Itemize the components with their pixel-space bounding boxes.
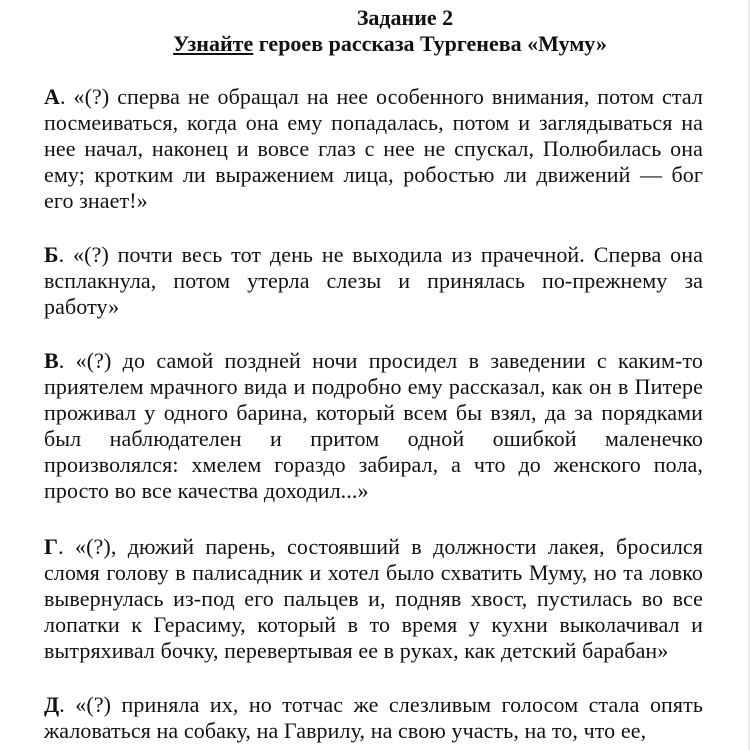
task-subtitle — [0, 31, 750, 57]
paragraph-letter: В — [44, 348, 59, 373]
paragraph-letter: Д — [44, 692, 60, 717]
paragraph-g — [44, 534, 703, 664]
paragraph-b — [44, 242, 703, 320]
paragraph-quote: . «(?) сперва не обращал на нее особенного внимания, потом стал посмеиваться, когда она ему попадалась, потом и заглядываться на нее начал, наконец и вовсе глаз с нее не спускал, Полюбилась она ему; кротким ли выражением лица, робостью ли движений — бог его знает!» — [44, 84, 703, 213]
paragraph-d — [44, 692, 703, 744]
task-title: Задание 2 — [356, 5, 454, 30]
subtitle-underlined-word: Узнайте — [173, 31, 254, 56]
paragraph-a — [44, 84, 703, 214]
paragraph-quote: . «(?), дюжий парень, состоявший в должности лакея, бросился сломя голову в палисадник и хотел было схватить Муму, но та ловко вывернулась из-под его пальцев и, подняв хвост, пустилась во все лопатки к Герасиму, который в то время у кухни выколачивал и вытряхивал бочку, перевертывая ее в руках, как детский барабан» — [44, 534, 703, 663]
paragraph-v — [44, 348, 703, 504]
subtitle-rest: героев рассказа Тургенева «Муму» — [253, 31, 607, 56]
paragraph-letter: А — [44, 84, 60, 109]
paragraph-quote: . «(?) до самой поздней ночи просидел в заведении с каким-то приятелем мрачного вида и подробно ему рассказал, как он в Питере проживал у одного барина, который всем бы взял, да за порядками был наблюдателен и притом одной ошибкой маленечко произволялся: хмелем гораздо забирал, а что до женского пола, просто во все качества доходил...» — [44, 348, 703, 503]
paragraph-letter: Г — [44, 534, 59, 559]
paragraph-quote: . «(?) приняла их, но тотчас же слезливым голосом стала опять жаловаться на собаку, на Гаврилу, на свою участь, на то, что ее, — [44, 692, 703, 743]
paragraph-quote: . «(?) почти весь тот день не выходила из прачечной. Сперва она всплакнула, потом утерла слезы и принялась по-прежнему за работу» — [44, 242, 703, 319]
paragraph-letter: Б — [44, 242, 59, 267]
document-heading — [0, 0, 750, 57]
